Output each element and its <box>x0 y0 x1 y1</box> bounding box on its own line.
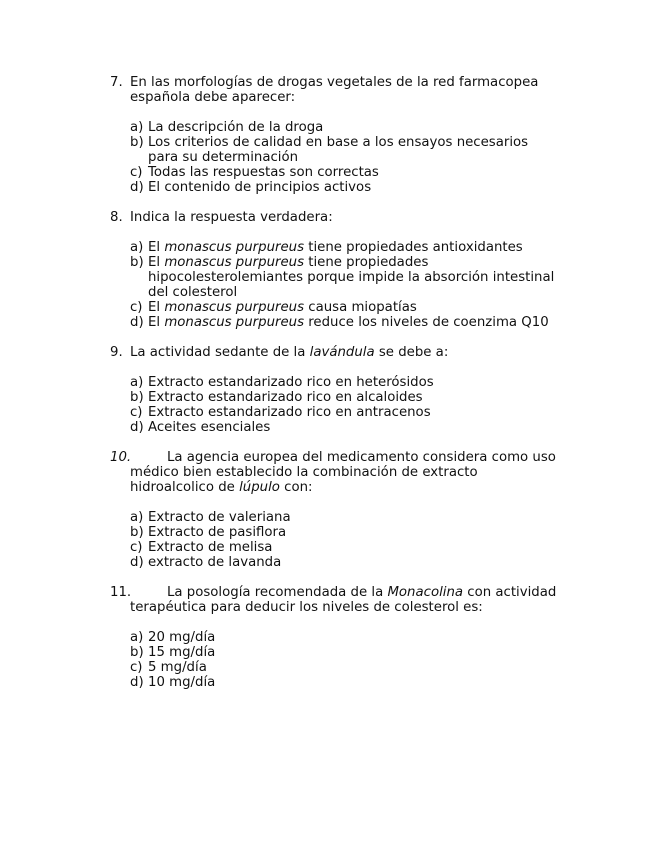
options-list <box>110 375 560 435</box>
option-b: b) El monascus purpureus tiene propiedades hipocolesterolemiantes porque impide la absorción intestinal del colesterol <box>130 255 555 300</box>
question-10 <box>110 450 560 570</box>
options-list <box>110 510 560 570</box>
option-a: a) Extracto estandarizado rico en heterósidos <box>130 375 434 390</box>
question-11 <box>110 585 560 690</box>
question-text: La agencia europea del medicamento considera como uso médico bien establecido la combinación de extracto hidroalcolico de lúpulo con: <box>130 450 556 495</box>
options-list <box>110 240 560 330</box>
question-number: 11. <box>110 585 132 600</box>
option-c: c) Extracto de melisa <box>130 540 273 555</box>
option-c: c) Todas las respuestas son correctas <box>130 165 379 180</box>
option-d: d) El monascus purpureus reduce los niveles de coenzima Q10 <box>130 315 549 330</box>
option-d: d) El contenido de principios activos <box>130 180 372 195</box>
question-text: La posología recomendada de la Monacolina con actividad terapéutica para deducir los niveles de colesterol es: <box>130 585 557 615</box>
question-number: 10. <box>110 450 132 465</box>
question-8 <box>110 210 560 330</box>
question-9 <box>110 345 560 435</box>
option-a: a) La descripción de la droga <box>130 120 324 135</box>
question-text: La actividad sedante de la lavándula se debe a: <box>130 345 449 360</box>
options-list <box>110 630 560 690</box>
option-d: d) extracto de lavanda <box>130 555 282 570</box>
option-a: a) 20 mg/día <box>130 630 216 645</box>
option-c: c) 5 mg/día <box>130 660 207 675</box>
question-text: En las morfologías de drogas vegetales de la red farmacopea española debe aparecer: <box>130 75 539 105</box>
option-b: b) Extracto de pasiflora <box>130 525 287 540</box>
option-d: d) Aceites esenciales <box>130 420 271 435</box>
option-a: a) El monascus purpureus tiene propiedades antioxidantes <box>130 240 523 255</box>
option-c: c) El monascus purpureus causa miopatías <box>130 300 417 315</box>
question-number: 7. <box>110 75 123 90</box>
question-7 <box>110 75 560 195</box>
option-b: b) 15 mg/día <box>130 645 216 660</box>
question-number: 9. <box>110 345 123 360</box>
option-d: d) 10 mg/día <box>130 675 216 690</box>
options-list <box>110 120 560 195</box>
question-text: Indica la respuesta verdadera: <box>130 210 333 225</box>
question-number: 8. <box>110 210 123 225</box>
option-c: c) Extracto estandarizado rico en antracenos <box>130 405 431 420</box>
option-a: a) Extracto de valeriana <box>130 510 291 525</box>
option-b: b) Los criterios de calidad en base a los ensayos necesarios para su determinación <box>130 135 529 165</box>
option-b: b) Extracto estandarizado rico en alcaloides <box>130 390 423 405</box>
